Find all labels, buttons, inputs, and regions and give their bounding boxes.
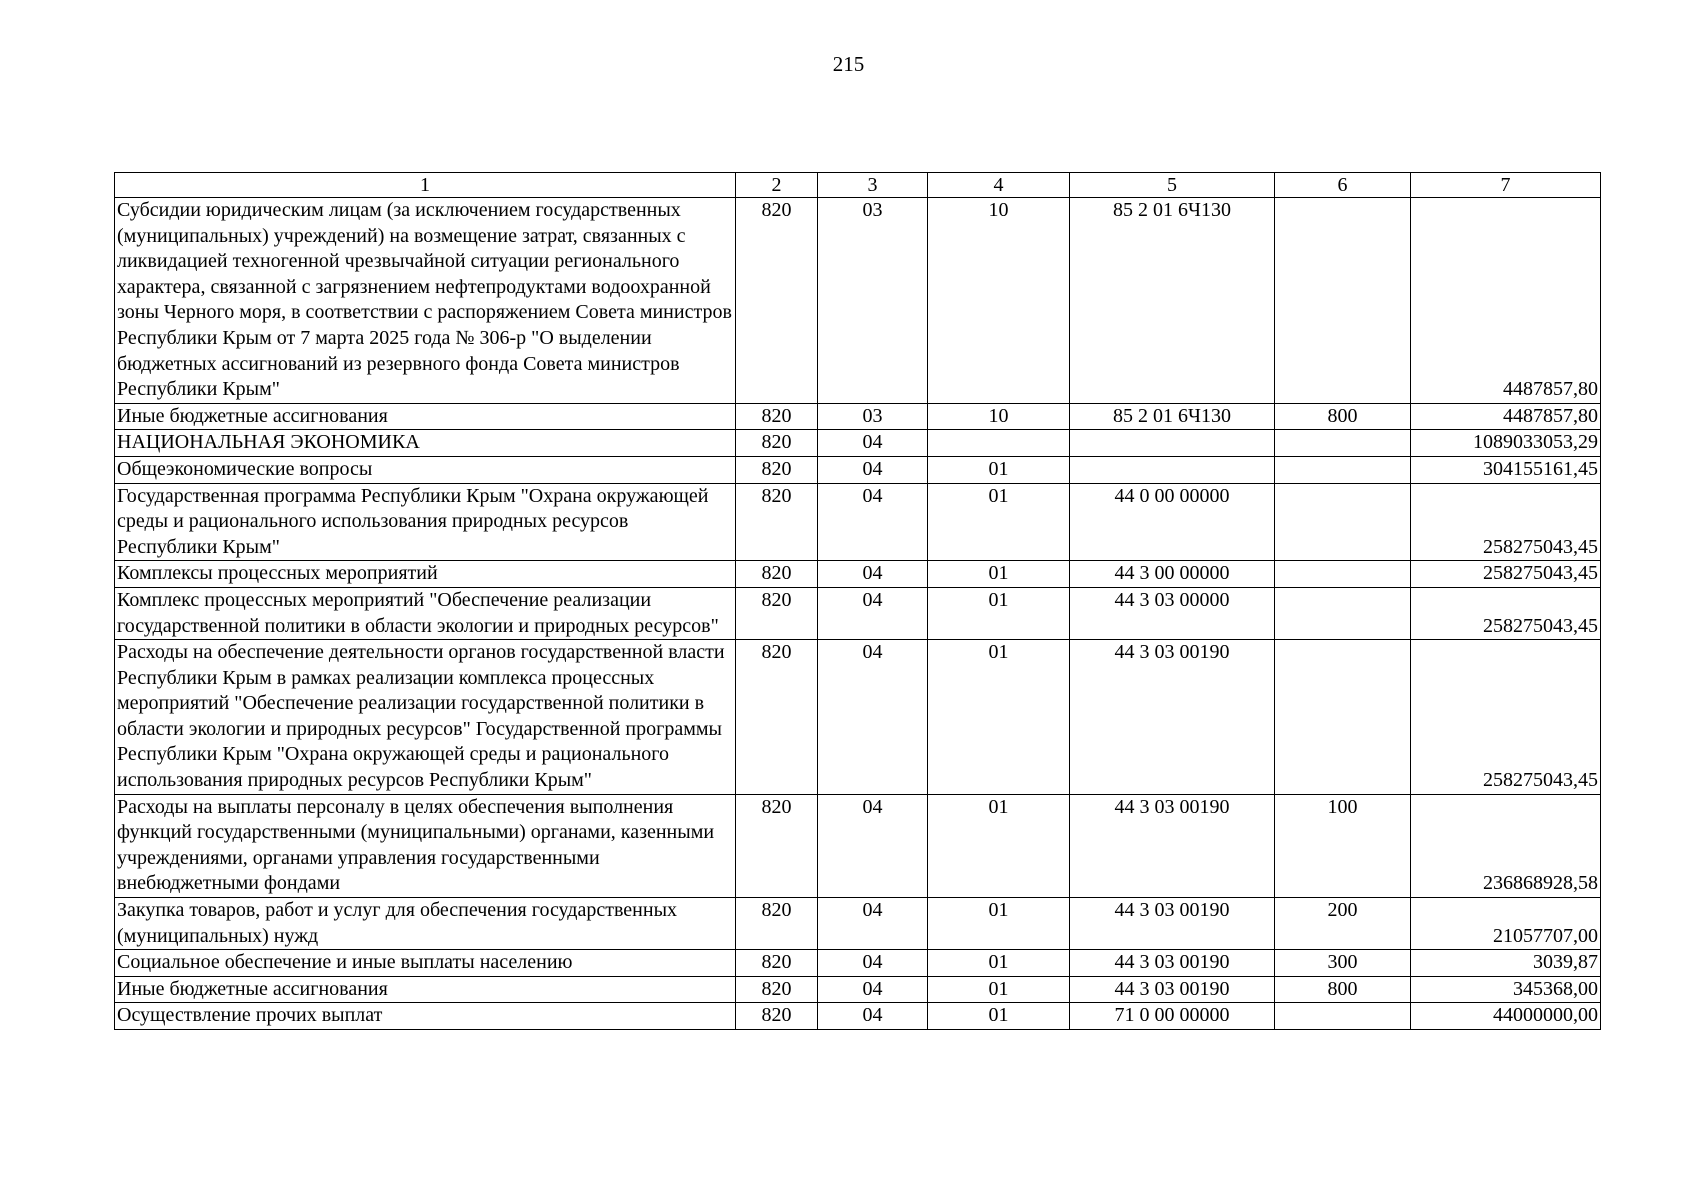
- row-expense-type: [1275, 640, 1411, 795]
- row-code-section: 04: [818, 561, 928, 588]
- table-row: [115, 950, 1601, 977]
- row-expense-type: [1275, 456, 1411, 483]
- row-name: Закупка товаров, работ и услуг для обеспечения государственных (муниципальных) нужд: [115, 898, 736, 950]
- row-expense-type: [1275, 1003, 1411, 1030]
- page-number: 215: [832, 52, 865, 76]
- row-name: Иные бюджетные ассигнования: [115, 403, 736, 430]
- row-target-article: 44 3 03 00190: [1070, 794, 1275, 897]
- header-col-1: 1: [115, 173, 736, 198]
- row-target-article: 71 0 00 00000: [1070, 1003, 1275, 1030]
- row-code-subsection: 01: [928, 950, 1070, 977]
- row-code-section: 04: [818, 587, 928, 639]
- row-amount: 21057707,00: [1411, 898, 1601, 950]
- row-name: Расходы на обеспечение деятельности органов государственной власти Республики Крым в рамках реализации комплекса процессных мероприятий "Обеспечение реализации государственной политики в области экологии и природных ресурсов" Государственной программы Республики Крым "Охрана окружающей среды и рационального использования природных ресурсов Республики Крым": [115, 640, 736, 795]
- row-expense-type: [1275, 198, 1411, 404]
- header-col-6: 6: [1275, 173, 1411, 198]
- row-code-subsection: 10: [928, 198, 1070, 404]
- row-code-subsection: 01: [928, 898, 1070, 950]
- row-expense-type: [1275, 561, 1411, 588]
- row-expense-type: 800: [1275, 403, 1411, 430]
- table-row: [115, 430, 1601, 457]
- row-code-section: 04: [818, 483, 928, 561]
- table-row: [115, 976, 1601, 1003]
- header-col-4: 4: [928, 173, 1070, 198]
- row-target-article: 44 3 00 00000: [1070, 561, 1275, 588]
- row-code-subsection: [928, 430, 1070, 457]
- row-name: Общеэкономические вопросы: [115, 456, 736, 483]
- row-name: Осуществление прочих выплат: [115, 1003, 736, 1030]
- row-code-ministry: 820: [736, 430, 818, 457]
- row-code-subsection: 01: [928, 976, 1070, 1003]
- row-code-section: 04: [818, 898, 928, 950]
- table-row: [115, 587, 1601, 639]
- table-row: [115, 794, 1601, 897]
- row-amount: 1089033053,29: [1411, 430, 1601, 457]
- row-target-article: 85 2 01 6Ч130: [1070, 198, 1275, 404]
- row-amount: 258275043,45: [1411, 640, 1601, 795]
- row-code-section: 03: [818, 198, 928, 404]
- row-code-subsection: 01: [928, 483, 1070, 561]
- row-amount: 3039,87: [1411, 950, 1601, 977]
- row-code-ministry: 820: [736, 794, 818, 897]
- row-amount: 258275043,45: [1411, 587, 1601, 639]
- row-amount: 345368,00: [1411, 976, 1601, 1003]
- header-col-3: 3: [818, 173, 928, 198]
- row-target-article: 44 3 03 00190: [1070, 898, 1275, 950]
- row-name: Комплекс процессных мероприятий "Обеспечение реализации государственной политики в области экологии и природных ресурсов": [115, 587, 736, 639]
- table-row: [115, 456, 1601, 483]
- row-amount: 4487857,80: [1411, 403, 1601, 430]
- header-row: [115, 173, 1601, 198]
- row-code-ministry: 820: [736, 456, 818, 483]
- row-expense-type: 100: [1275, 794, 1411, 897]
- row-expense-type: 300: [1275, 950, 1411, 977]
- row-code-ministry: 820: [736, 1003, 818, 1030]
- table-body: [115, 198, 1601, 1030]
- row-target-article: 44 3 03 00000: [1070, 587, 1275, 639]
- row-code-section: 04: [818, 794, 928, 897]
- row-code-ministry: 820: [736, 587, 818, 639]
- row-expense-type: 800: [1275, 976, 1411, 1003]
- budget-table: [114, 172, 1601, 1030]
- row-code-subsection: 01: [928, 561, 1070, 588]
- row-code-section: 04: [818, 950, 928, 977]
- table-row: [115, 1003, 1601, 1030]
- row-code-ministry: 820: [736, 198, 818, 404]
- row-name: Государственная программа Республики Крым "Охрана окружающей среды и рационального использования природных ресурсов Республики Крым": [115, 483, 736, 561]
- row-expense-type: [1275, 483, 1411, 561]
- row-target-article: 44 0 00 00000: [1070, 483, 1275, 561]
- row-amount: 258275043,45: [1411, 483, 1601, 561]
- row-name: НАЦИОНАЛЬНАЯ ЭКОНОМИКА: [115, 430, 736, 457]
- row-amount: 236868928,58: [1411, 794, 1601, 897]
- row-name: Субсидии юридическим лицам (за исключением государственных (муниципальных) учреждений) на возмещение затрат, связанных с ликвидацией техногенной чрезвычайной ситуации регионального характера, связанной с загрязнением нефтепродуктами водоохранной зоны Черного моря, в соответствии с распоряжением Совета министров Республики Крым от 7 марта 2025 года № 306-р "О выделении бюджетных ассигнований из резервного фонда Совета министров Республики Крым": [115, 198, 736, 404]
- header-col-2: 2: [736, 173, 818, 198]
- row-code-ministry: 820: [736, 976, 818, 1003]
- row-name: Расходы на выплаты персоналу в целях обеспечения выполнения функций государственными (муниципальными) органами, казенными учреждениями, органами управления государственными внебюджетными фондами: [115, 794, 736, 897]
- row-code-subsection: 01: [928, 794, 1070, 897]
- row-amount: 4487857,80: [1411, 198, 1601, 404]
- row-code-ministry: 820: [736, 483, 818, 561]
- row-code-subsection: 10: [928, 403, 1070, 430]
- row-code-subsection: 01: [928, 456, 1070, 483]
- row-code-section: 03: [818, 403, 928, 430]
- header-col-7: 7: [1411, 173, 1601, 198]
- row-expense-type: 200: [1275, 898, 1411, 950]
- row-code-ministry: 820: [736, 950, 818, 977]
- table-header: [115, 173, 1601, 198]
- row-name: Комплексы процессных мероприятий: [115, 561, 736, 588]
- row-code-ministry: 820: [736, 561, 818, 588]
- row-name: Иные бюджетные ассигнования: [115, 976, 736, 1003]
- row-code-ministry: 820: [736, 640, 818, 795]
- row-target-article: [1070, 430, 1275, 457]
- row-code-section: 04: [818, 456, 928, 483]
- row-code-section: 04: [818, 640, 928, 795]
- row-amount: 258275043,45: [1411, 561, 1601, 588]
- row-target-article: [1070, 456, 1275, 483]
- row-code-ministry: 820: [736, 898, 818, 950]
- row-amount: 304155161,45: [1411, 456, 1601, 483]
- row-code-subsection: 01: [928, 640, 1070, 795]
- row-code-subsection: 01: [928, 587, 1070, 639]
- table-row: [115, 483, 1601, 561]
- row-code-section: 04: [818, 976, 928, 1003]
- row-amount: 44000000,00: [1411, 1003, 1601, 1030]
- table-row: [115, 198, 1601, 404]
- row-expense-type: [1275, 430, 1411, 457]
- row-target-article: 85 2 01 6Ч130: [1070, 403, 1275, 430]
- row-target-article: 44 3 03 00190: [1070, 640, 1275, 795]
- header-col-5: 5: [1070, 173, 1275, 198]
- table-row: [115, 898, 1601, 950]
- table-row: [115, 403, 1601, 430]
- table-row: [115, 561, 1601, 588]
- table-row: [115, 640, 1601, 795]
- row-code-subsection: 01: [928, 1003, 1070, 1030]
- row-code-section: 04: [818, 1003, 928, 1030]
- row-code-section: 04: [818, 430, 928, 457]
- row-target-article: 44 3 03 00190: [1070, 976, 1275, 1003]
- row-name: Социальное обеспечение и иные выплаты населению: [115, 950, 736, 977]
- row-target-article: 44 3 03 00190: [1070, 950, 1275, 977]
- row-code-ministry: 820: [736, 403, 818, 430]
- row-expense-type: [1275, 587, 1411, 639]
